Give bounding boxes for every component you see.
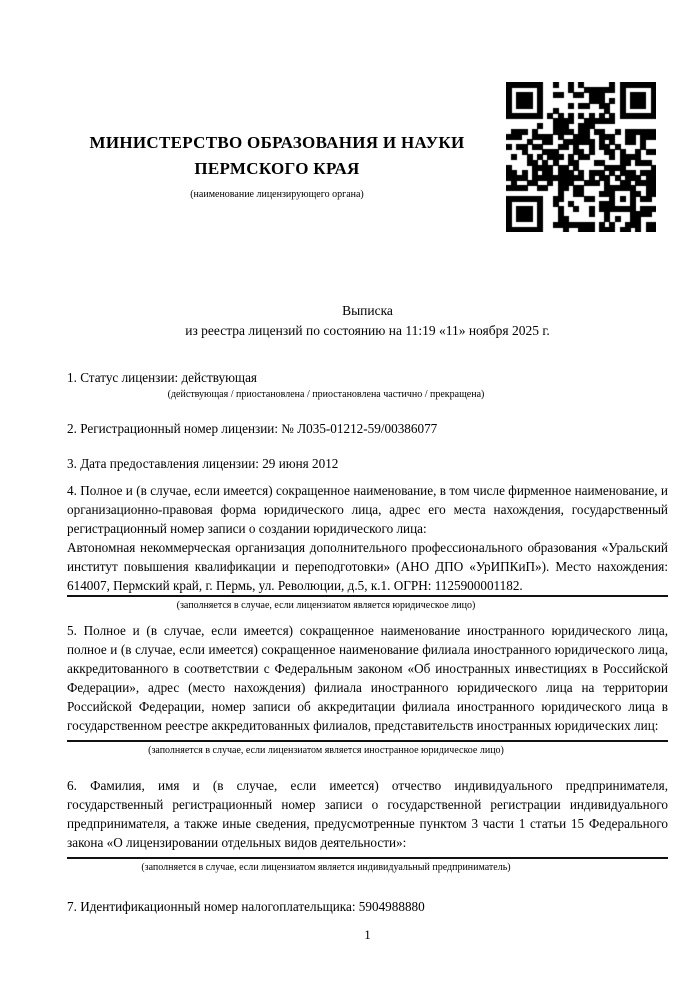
item-4-text: 4. Полное и (в случае, если имеется) сокращенное наименование, в том числе фирменное наименование, и организационно-правовая форма юридического лица, адрес его места нахождения, государственный регистрационный номер записи о создании юридического лица: [67, 483, 668, 536]
ministry-name-line1: МИНИСТЕРСТВО ОБРАЗОВАНИЯ И НАУКИ [89, 133, 465, 152]
item-3-text: 3. Дата предоставления лицензии: 29 июня 2012 [67, 456, 339, 471]
item-5-text: 5. Полное и (в случае, если имеется) сокращенное наименование иностранного юридического лица, полное и (в случае, если имеется) сокращенное наименование филиала иностранного юридического лица, аккредитованного в соответствии с Федеральным законом «Об иностранных инвестициях в Российской Федерации», адрес (место нахождения) филиала иностранного юридического лица на территории Российской Федерации, номер записи об аккредитации филиала иностранного юридического лица в государственном реестре аккредитованных филиалов, представительств иностранных юридических лиц: [67, 623, 668, 733]
ministry-name-line2: ПЕРМСКОГО КРАЯ [194, 159, 360, 178]
qr-code-icon [506, 82, 656, 232]
item-6-text: 6. Фамилия, имя и (в случае, если имеется) отчество индивидуального предпринимателя, государственный регистрационный номер записи о государственной регистрации индивидуального предпринимателя, а также иные сведения, предусмотренные пунктом 3 части 1 статьи 15 Федерального закона «О лицензировании отдельных видов деятельности»: [67, 778, 668, 850]
item-4-rule [67, 595, 668, 597]
item-2-registration-number [67, 419, 668, 438]
item-1-text: 1. Статус лицензии: действующая [67, 370, 258, 385]
item-4-caption: (заполняется в случае, если лицензиатом является юридическое лицо) [176, 600, 476, 611]
item-4-legal-entity [67, 481, 668, 612]
authority-caption: (наименование лицензирующего органа) [190, 189, 364, 200]
item-4-value: Автономная некоммерческая организация дополнительного профессионального образования «Уральский институт повышения квалификации и переподготовки» (АНО ДПО «УрИПКиП»). Место нахождения: 614007, Пермский край, г. Пермь, ул. Революции, д.5, к.1. ОГРН: 1125900001182. [67, 540, 668, 593]
item-3-license-date [67, 454, 668, 473]
item-6-individual-entrepreneur [67, 776, 668, 874]
item-5-caption: (заполняется в случае, если лицензиатом является иностранное юридическое лицо) [148, 745, 504, 756]
licensing-authority-header [57, 130, 497, 201]
item-5-rule [67, 740, 668, 742]
page-number: 1 [364, 927, 371, 942]
item-1-caption: (действующая / приостановлена / приостановлена частично / прекращена) [167, 389, 485, 400]
item-6-caption: (заполняется в случае, если лицензиатом является индивидуальный предприниматель) [141, 862, 511, 873]
document-title [67, 301, 668, 341]
item-7-taxpayer-number [67, 897, 668, 916]
item-2-text: 2. Регистрационный номер лицензии: № Л035-01212-59/00386077 [67, 421, 438, 436]
title-line2: из реестра лицензий по состоянию на 11:19 «11» ноября 2025 г. [185, 323, 550, 338]
item-6-rule [67, 857, 668, 859]
item-5-foreign-entity [67, 621, 668, 757]
title-line1: Выписка [342, 303, 393, 318]
item-7-text: 7. Идентификационный номер налогоплательщика: 5904988880 [67, 899, 425, 914]
item-1-license-status [67, 368, 668, 387]
